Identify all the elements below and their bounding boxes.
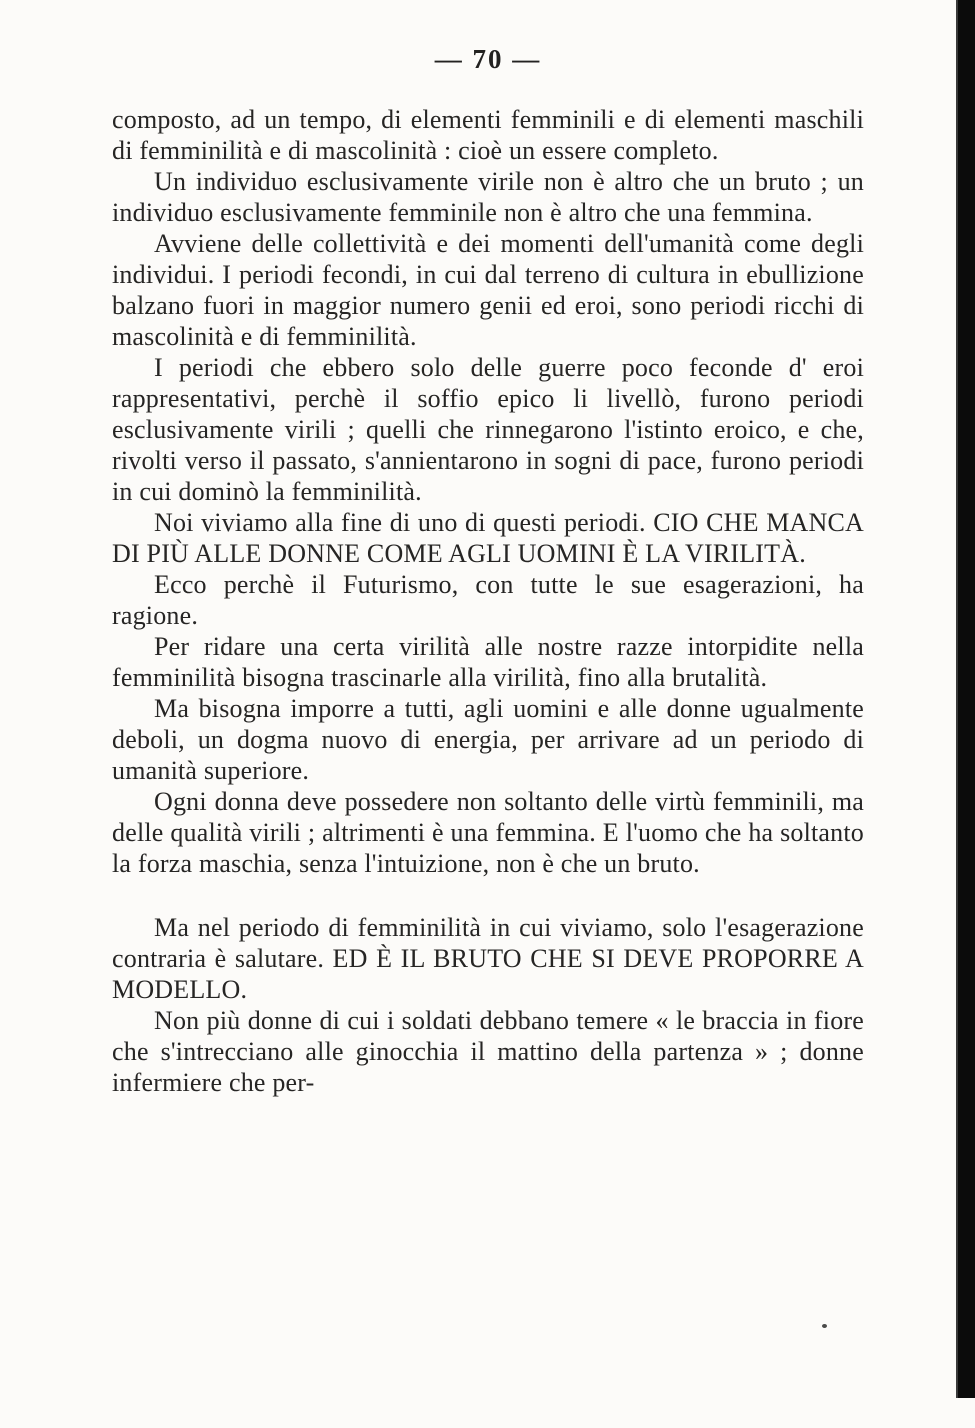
paragraph: Noi viviamo alla fine di uno di questi periodi. CIO CHE MANCA DI PIÙ ALLE DONNE COME AGLI UOMINI È LA VIRILITÀ. [112, 508, 864, 568]
paragraph: Avviene delle collettività e dei momenti dell'umanità come degli individui. I periodi fecondi, in cui dal terreno di cultura in ebullizione balzano fuori in maggior numero genii ed eroi, sono periodi ricchi di mascolinità e di femminilità. [112, 229, 864, 351]
paragraph: Ma bisogna imporre a tutti, agli uomini e alle donne ugualmente deboli, un dogma nuovo di energia, per arrivare ad un periodo di umanità superiore. [112, 694, 864, 785]
page-number: — 70 — [434, 44, 542, 74]
paragraph: composto, ad un tempo, di elementi femminili e di elementi maschili di femminilità e di mascolinità : cioè un essere completo. [112, 105, 864, 165]
paragraph: I periodi che ebbero solo delle guerre poco feconde d' eroi rappresentativi, perchè il soffio epico li livellò, furono periodi esclusivamente virili ; quelli che rinnegarono l'istinto eroico, e che, rivolti verso il passato, s'annientarono in sogni di pace, furono periodi in cui dominò la femminilità. [112, 353, 864, 506]
paragraph: Non più donne di cui i soldati debbano temere « le braccia in fiore che s'intrecciano alle ginocchia il mattino della partenza » ; donne infermiere che per- [112, 1006, 864, 1097]
scan-speck-artifact [822, 1324, 827, 1328]
paragraph: Per ridare una certa virilità alle nostre razze intorpidite nella femminilità bisogna trascinarle alla virilità, fino alla brutalità. [112, 632, 864, 692]
paragraph: Ogni donna deve possedere non soltanto delle virtù femminili, ma delle qualità virili ; altrimenti è una femmina. E l'uomo che ha soltanto la forza maschia, senza l'intuizione, non è che un bruto. [112, 787, 864, 878]
paragraph: Ma nel periodo di femminilità in cui viviamo, solo l'esagerazione contraria è salutare. ED È IL BRUTO CHE SI DEVE PROPORRE A MODELLO. [112, 913, 864, 1004]
scan-edge-artifact [956, 0, 975, 1398]
paragraph: Un individuo esclusivamente virile non è altro che un bruto ; un individuo esclusivamente femminile non è altro che una femmina. [112, 167, 864, 227]
paragraph: Ecco perchè il Futurismo, con tutte le sue esagerazioni, ha ragione. [112, 570, 864, 630]
text-block [112, 104, 864, 1098]
